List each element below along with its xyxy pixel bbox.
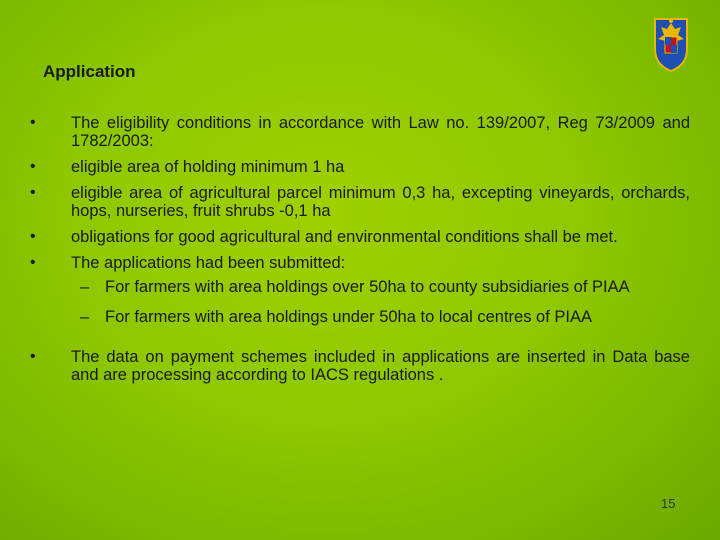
coat-of-arms-icon — [651, 15, 691, 73]
bullet-marker: • — [30, 228, 36, 245]
bullet-marker: • — [30, 348, 36, 365]
bullet-item — [28, 254, 690, 326]
bullet-item — [28, 158, 690, 176]
slide-title: Application — [43, 62, 136, 81]
bullet-item — [28, 228, 690, 246]
dash-marker: – — [80, 308, 90, 326]
bullet-item — [28, 348, 690, 384]
bullet-marker: • — [30, 254, 36, 271]
sub-bullet-text: For farmers with area holdings over 50ha to county subsidiaries of PIAA — [105, 278, 630, 296]
sub-bullet-list — [71, 278, 690, 326]
bullet-item — [28, 114, 690, 150]
bullet-text: eligible area of agricultural parcel minimum 0,3 ha, excepting vineyards, orchards, hops, nurseries, fruit shrubs -0,1 ha — [71, 184, 690, 220]
bullet-marker: • — [30, 158, 36, 175]
bullet-text: The eligibility conditions in accordance with Law no. 139/2007, Reg 73/2009 and 1782/2003: — [71, 114, 690, 150]
bullet-text: obligations for good agricultural and environmental conditions shall be met. — [71, 228, 618, 246]
sub-bullet-item — [71, 308, 690, 326]
bullet-item — [28, 184, 690, 220]
bullet-marker: • — [30, 114, 36, 131]
dash-marker: – — [80, 278, 90, 296]
bullet-text: eligible area of holding minimum 1 ha — [71, 158, 345, 176]
bullet-text: The data on payment schemes included in applications are inserted in Data base and are processing according to IACS regulations . — [71, 348, 690, 384]
sub-bullet-text: For farmers with area holdings under 50ha to local centres of PIAA — [105, 308, 592, 326]
page-number: 15 — [661, 496, 676, 511]
bullet-marker: • — [30, 184, 36, 201]
sub-bullet-item — [71, 278, 690, 296]
bullet-list — [28, 114, 690, 392]
bullet-text: The applications had been submitted: — [71, 254, 346, 272]
